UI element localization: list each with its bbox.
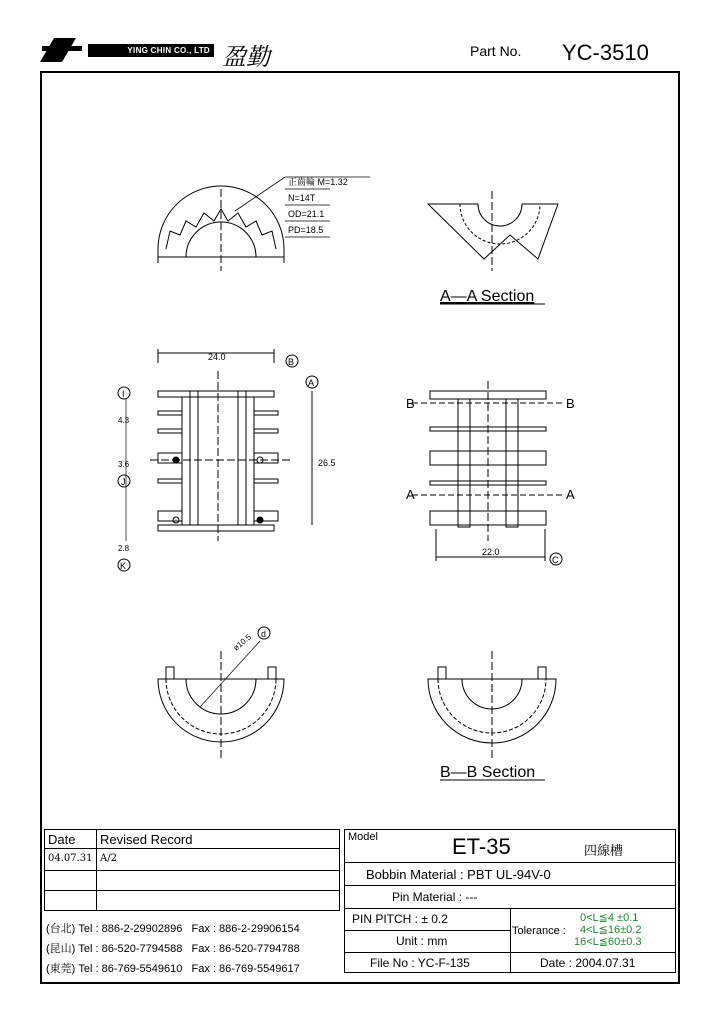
tag-k: K — [120, 561, 127, 571]
tolerance-label: Tolerance : — [512, 925, 566, 937]
tolerance-1: 0<L≦4 ±0.1 — [580, 912, 639, 924]
gear-note-4: PD=18.5 — [288, 225, 324, 235]
model-label: Model — [348, 831, 378, 843]
cut-b-right: B — [566, 396, 575, 411]
company-name-cn: 盈勤 — [222, 43, 270, 71]
file-no: File No : YC-F-135 — [370, 956, 470, 970]
tag-b: B — [288, 357, 295, 367]
cut-b-left: B — [406, 396, 415, 411]
dim-phi: ø10.5 — [231, 632, 253, 653]
dim-width: 24.0 — [208, 352, 226, 362]
gear-top-view — [158, 177, 370, 271]
company-name: YING CHIN CO., LTD — [88, 44, 214, 57]
dim-22: 22.0 — [482, 547, 500, 557]
gear-note-2: N=14T — [288, 193, 316, 203]
tag-c: C — [552, 555, 559, 565]
part-no-label: Part No. — [470, 43, 522, 59]
gear-note-3: OD=21.1 — [288, 209, 325, 219]
cut-a-left: A — [406, 487, 415, 502]
revision-col-record: Revised Record — [100, 832, 193, 847]
pin-pitch: PIN PITCH : ± 0.2 — [352, 912, 448, 926]
dim-2-8: 2.8 — [118, 544, 130, 553]
contact-row: (台北) Tel : 886-2-29902896 Fax : 886-2-29906154 — [46, 923, 300, 935]
revision-row-record: A/2 — [100, 853, 117, 864]
side-view — [126, 349, 315, 541]
gear-note-1: 正齒輪 M=1.32 — [288, 177, 348, 187]
section-bb-view — [428, 651, 556, 761]
tag-d: d — [261, 629, 267, 639]
tag-a: A — [308, 378, 315, 388]
contact-row: (東莞) Tel : 86-769-5549610 Fax : 86-769-5549617 — [46, 963, 300, 975]
bottom-view — [158, 641, 284, 761]
unit: Unit : mm — [396, 934, 448, 948]
tag-j: J — [121, 477, 126, 487]
dim-3-6: 3.6 — [118, 460, 130, 469]
part-no-value: YC-3510 — [562, 40, 649, 65]
tag-i: I — [122, 389, 125, 399]
model-value: ET-35 — [452, 834, 511, 859]
section-aa-view — [428, 191, 558, 271]
revision-row-date: 04.07.31 — [48, 853, 93, 864]
pin-material: Pin Material : --- — [392, 890, 478, 904]
section-aa-label: A—A Section — [440, 288, 535, 305]
dim-4-3: 4.3 — [118, 416, 130, 425]
tolerance-3: 16<L≦60±0.3 — [574, 936, 642, 948]
bobbin-material: Bobbin Material : PBT UL-94V-0 — [366, 867, 551, 882]
contact-row: (昆山) Tel : 86-520-7794588 Fax : 86-520-7794788 — [46, 943, 300, 955]
slots-label: 四線槽 — [584, 843, 624, 858]
section-bb-label: B—B Section — [440, 764, 536, 781]
dim-height: 26.5 — [318, 458, 336, 468]
cross-section-view — [412, 381, 564, 561]
tolerance-2: 4<L≦16±0.2 — [580, 924, 642, 936]
date-value: Date : 2004.07.31 — [540, 956, 636, 970]
technical-drawing — [40, 71, 680, 821]
revision-col-date: Date — [48, 832, 76, 847]
cut-a-right: A — [566, 487, 575, 502]
